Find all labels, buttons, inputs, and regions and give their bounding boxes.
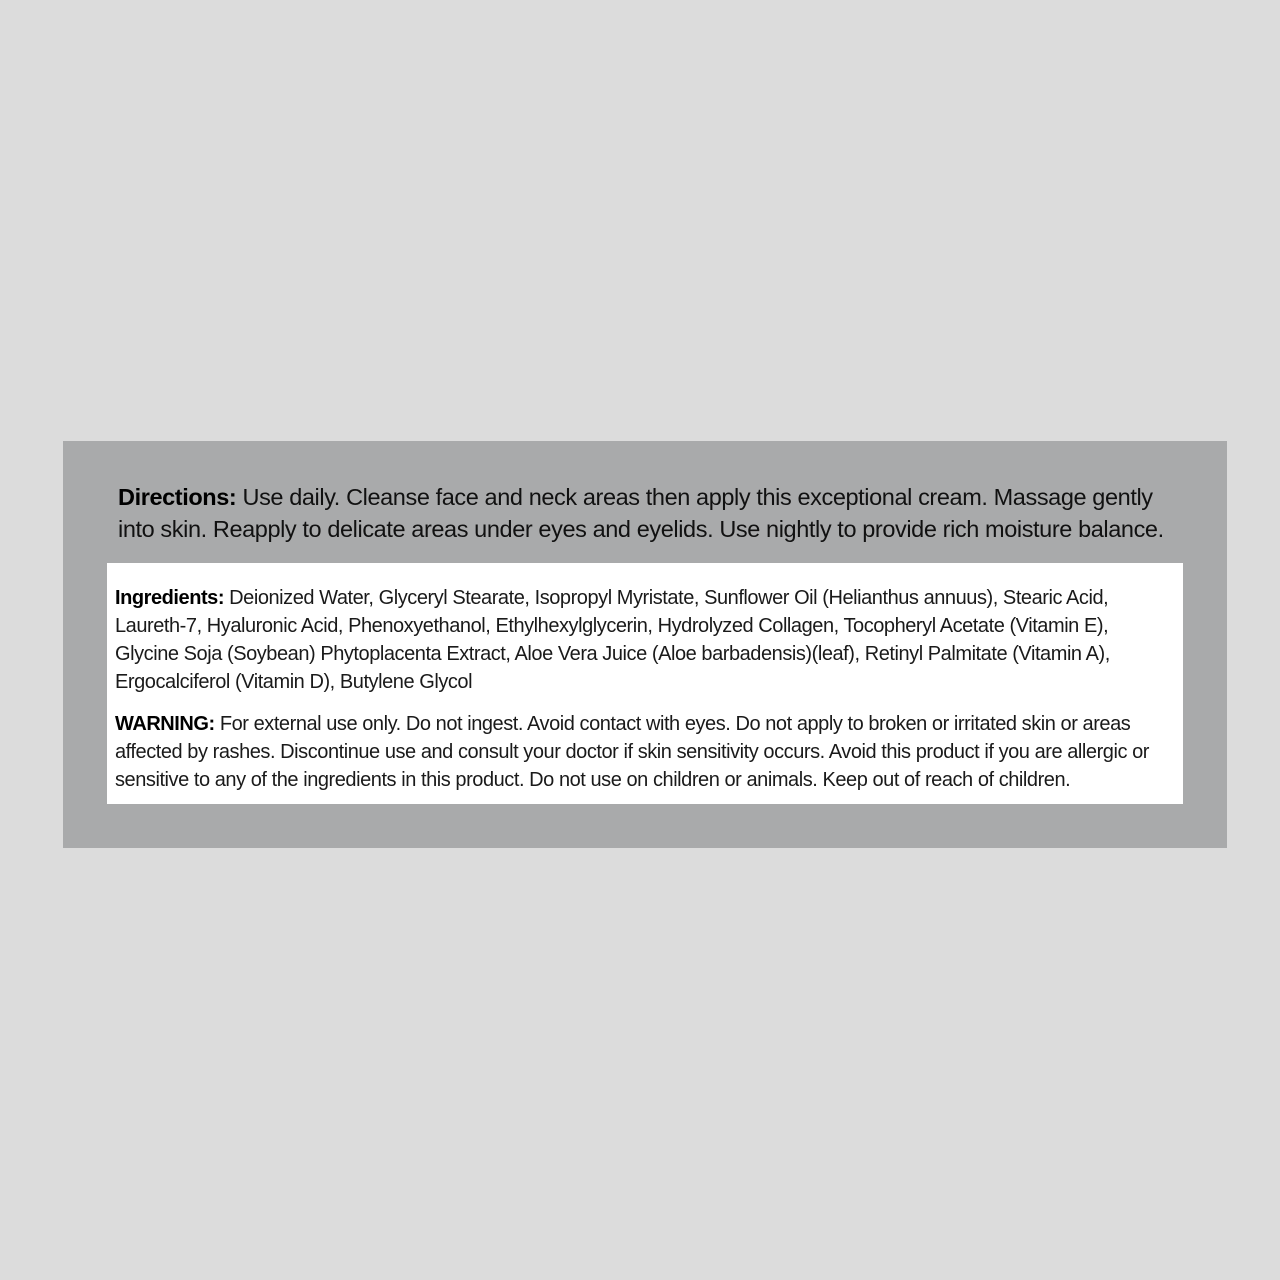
ingredients-paragraph (115, 584, 1175, 696)
ingredients-heading: Ingredients: (115, 587, 225, 609)
directions-heading: Directions: (118, 484, 237, 510)
product-label-panel (63, 441, 1227, 848)
warning-text: For external use only. Do not ingest. Avoid contact with eyes. Do not apply to broken or irritated skin or areas affected by rashes. Discontinue use and consult your doctor if skin sensitivity occurs. Avoid this product if you are allergic or sensitive to any of the ingredients in this product. Do not use on children or animals. Keep out of reach of children. (115, 713, 1149, 791)
directions-text: Use daily. Cleanse face and neck areas then apply this exceptional cream. Massage gently into skin. Reapply to delicate areas under eyes and eyelids. Use nightly to provide rich moisture balance. (118, 484, 1164, 542)
directions-paragraph (118, 481, 1193, 545)
ingredients-warning-box (107, 563, 1183, 804)
warning-heading: WARNING: (115, 713, 215, 735)
ingredients-text: Deionized Water, Glyceryl Stearate, Isopropyl Myristate, Sunflower Oil (Helianthus annuus), Stearic Acid, Laureth-7, Hyaluronic Acid, Phenoxyethanol, Ethylhexylglycerin, Hydrolyzed Collagen, Tocopheryl Acetate (Vitamin E), Glycine Soja (Soybean) Phytoplacenta Extract, Aloe Vera Juice (Aloe barbadensis)(leaf), Retinyl Palmitate (Vitamin A), Ergocalciferol (Vitamin D), Butylene Glycol (115, 587, 1110, 693)
warning-paragraph (115, 710, 1175, 794)
